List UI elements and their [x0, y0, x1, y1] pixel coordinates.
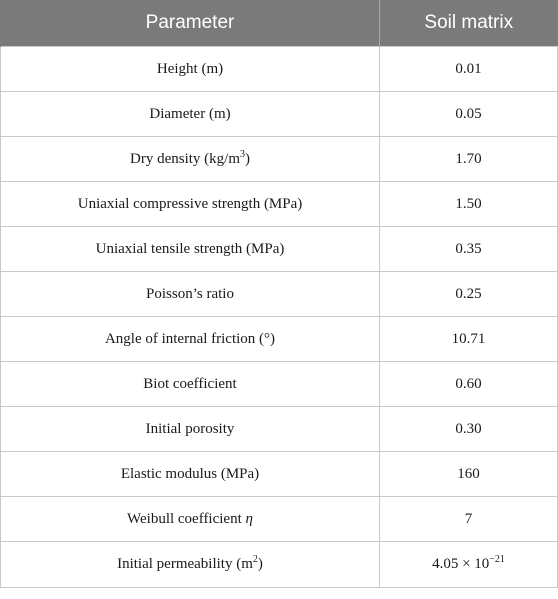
table-row — [1, 92, 558, 137]
row-label — [1, 137, 380, 182]
label-text: Weibull coefficient — [127, 510, 246, 527]
value-exponent: −21 — [489, 554, 505, 565]
row-value — [380, 542, 558, 588]
row-value: 0.35 — [380, 227, 558, 272]
row-label — [1, 542, 380, 588]
row-value: 0.25 — [380, 272, 558, 317]
row-value: 0.60 — [380, 362, 558, 407]
row-value: 0.30 — [380, 407, 558, 452]
table-header-row — [1, 0, 558, 47]
row-value: 1.70 — [380, 137, 558, 182]
table-row — [1, 542, 558, 588]
table-row — [1, 227, 558, 272]
row-label: Elastic modulus (MPa) — [1, 452, 380, 497]
table-row — [1, 47, 558, 92]
row-label: Poisson’s ratio — [1, 272, 380, 317]
row-label: Angle of internal friction (°) — [1, 317, 380, 362]
table-row — [1, 317, 558, 362]
row-value: 10.71 — [380, 317, 558, 362]
row-label: Uniaxial tensile strength (MPa) — [1, 227, 380, 272]
table-row — [1, 497, 558, 542]
row-label: Height (m) — [1, 47, 380, 92]
label-text: Initial permeability (m — [117, 556, 253, 572]
table-row — [1, 137, 558, 182]
label-superscript: 3 — [240, 148, 245, 160]
row-value: 7 — [380, 497, 558, 542]
table-row — [1, 452, 558, 497]
table-row — [1, 182, 558, 227]
row-label: Uniaxial compressive strength (MPa) — [1, 182, 380, 227]
value-mantissa: 4.05 × 10 — [432, 556, 490, 572]
row-label — [1, 497, 380, 542]
header-soil-matrix: Soil matrix — [380, 0, 558, 47]
label-superscript: 2 — [252, 554, 258, 565]
table-row — [1, 272, 558, 317]
row-label: Diameter (m) — [1, 92, 380, 137]
row-label: Biot coefficient — [1, 362, 380, 407]
row-value: 0.05 — [380, 92, 558, 137]
row-value: 0.01 — [380, 47, 558, 92]
row-label: Initial porosity — [1, 407, 380, 452]
table-row — [1, 362, 558, 407]
table-row — [1, 407, 558, 452]
eta-symbol: η — [245, 510, 253, 527]
label-text-end: ) — [245, 150, 250, 167]
header-parameter: Parameter — [1, 0, 380, 47]
row-value: 1.50 — [380, 182, 558, 227]
row-value: 160 — [380, 452, 558, 497]
label-text: Dry density (kg/m — [130, 150, 240, 167]
label-text-end: ) — [257, 556, 263, 572]
